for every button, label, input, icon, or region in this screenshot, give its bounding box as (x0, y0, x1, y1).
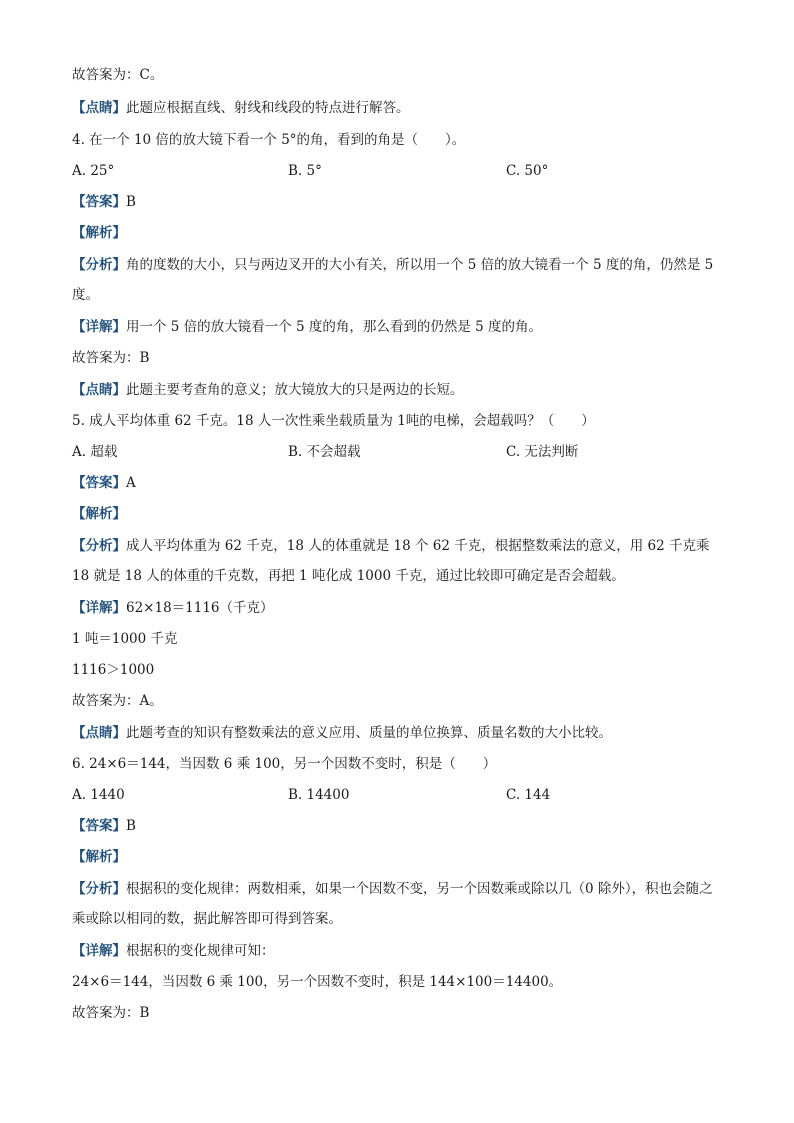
q5-review-text: 此题考查的知识有整数乘法的意义应用、质量的单位换算、质量名数的大小比较。 (126, 725, 612, 741)
q6-fenxi-text: 根据积的变化规律：两数相乘，如果一个因数不变，另一个因数乘或除以几（0 除外），积也会随之乘或除以相同的数，据此解答即可得到答案。 (72, 881, 713, 927)
q5-review (72, 724, 722, 742)
q5-option-b: B. 不会超载 (288, 444, 361, 460)
q4-fenxi-text: 角的度数的大小，只与两边叉开的大小有关，所以用一个 5 倍的放大镜看一个 5 度的角，仍然是 5 度。 (72, 257, 714, 303)
q6-answer-value: B (126, 818, 136, 834)
fenxi-tag: 【分析】 (72, 257, 126, 273)
q4-analysis-heading (72, 224, 722, 242)
q4-detail-text: 用一个 5 倍的放大镜看一个 5 度的角，那么看到的仍然是 5 度的角。 (126, 319, 543, 335)
q4-fenxi (72, 250, 722, 310)
review-tag: 【点睛】 (72, 100, 126, 116)
q6-option-c: C. 144 (506, 787, 551, 803)
q4-conclusion: 故答案为：B (72, 350, 150, 366)
q5-stem: 5. 成人平均体重 62 千克。18 人一次性乘坐载质量为 1吨的电梯，会超载吗？（ ） (72, 413, 595, 429)
q5-fenxi-text: 成人平均体重为 62 千克，18 人的体重就是 18 个 62 千克，根据整数乘法的意义，用 62 千克乘 18 就是 18 人的体重的千克数，再把 1 吨化成 1000 千克，通过比较即可确定是否会超载。 (72, 538, 710, 584)
q6-stem: 6. 24×6＝144，当因数 6 乘 100，另一个因数不变时，积是（ ） (72, 756, 497, 772)
q6-answer (72, 817, 722, 835)
q6-analysis-heading (72, 848, 722, 866)
review-tag: 【点睛】 (72, 382, 126, 398)
q5-option-a: A. 超载 (72, 444, 118, 460)
q4-detail (72, 318, 722, 336)
q5-fenxi (72, 531, 722, 591)
q6-detail (72, 942, 722, 960)
q5-detail-line-3: 1116＞1000 (72, 662, 155, 678)
q6-conclusion: 故答案为：B (72, 1005, 150, 1021)
q4-review (72, 381, 722, 399)
answer-tag: 【答案】 (72, 194, 126, 210)
q5-answer-value: A (126, 475, 136, 491)
q4-option-c: C. 50° (506, 163, 549, 179)
detail-tag: 【详解】 (72, 600, 126, 616)
review-text: 此题应根据直线、射线和线段的特点进行解答。 (126, 100, 410, 116)
detail-tag: 【详解】 (72, 943, 126, 959)
fenxi-tag: 【分析】 (72, 881, 126, 897)
q4-answer-value: B (126, 194, 136, 210)
q5-detail-line-1: 62×18＝1116（千克） (126, 600, 274, 616)
detail-tag: 【详解】 (72, 319, 126, 335)
q6-option-a: A. 1440 (72, 787, 125, 803)
q4-option-b: B. 5° (288, 163, 322, 179)
q5-conclusion: 故答案为：A。 (72, 693, 163, 709)
q5-analysis-heading (72, 505, 722, 523)
q5-detail (72, 599, 722, 617)
q6-fenxi (72, 874, 722, 934)
q4-stem: 4. 在一个 10 倍的放大镜下看一个 5°的角，看到的角是（ ）。 (72, 132, 466, 148)
analysis-tag: 【解析】 (72, 225, 126, 241)
analysis-tag: 【解析】 (72, 849, 126, 865)
q6-option-b: B. 14400 (288, 787, 350, 803)
q5-option-c: C. 无法判断 (506, 444, 579, 460)
q6-detail-line-2: 24×6＝144，当因数 6 乘 100，另一个因数不变时，积是 144×100＝14400。 (72, 974, 563, 990)
q5-detail-line-2: 1 吨＝1000 千克 (72, 631, 178, 647)
q4-review-text: 此题主要考查角的意义；放大镜放大的只是两边的长短。 (126, 382, 464, 398)
q4-answer (72, 193, 722, 211)
answer-tag: 【答案】 (72, 818, 126, 834)
conclusion-prev: 故答案为：C。 (72, 67, 164, 83)
review-prev (72, 99, 722, 117)
review-tag: 【点睛】 (72, 725, 126, 741)
analysis-tag: 【解析】 (72, 506, 126, 522)
q6-detail-text: 根据积的变化规律可知： (126, 943, 275, 959)
answer-tag: 【答案】 (72, 475, 126, 491)
fenxi-tag: 【分析】 (72, 538, 126, 554)
q5-answer (72, 474, 722, 492)
q4-option-a: A. 25° (72, 163, 115, 179)
